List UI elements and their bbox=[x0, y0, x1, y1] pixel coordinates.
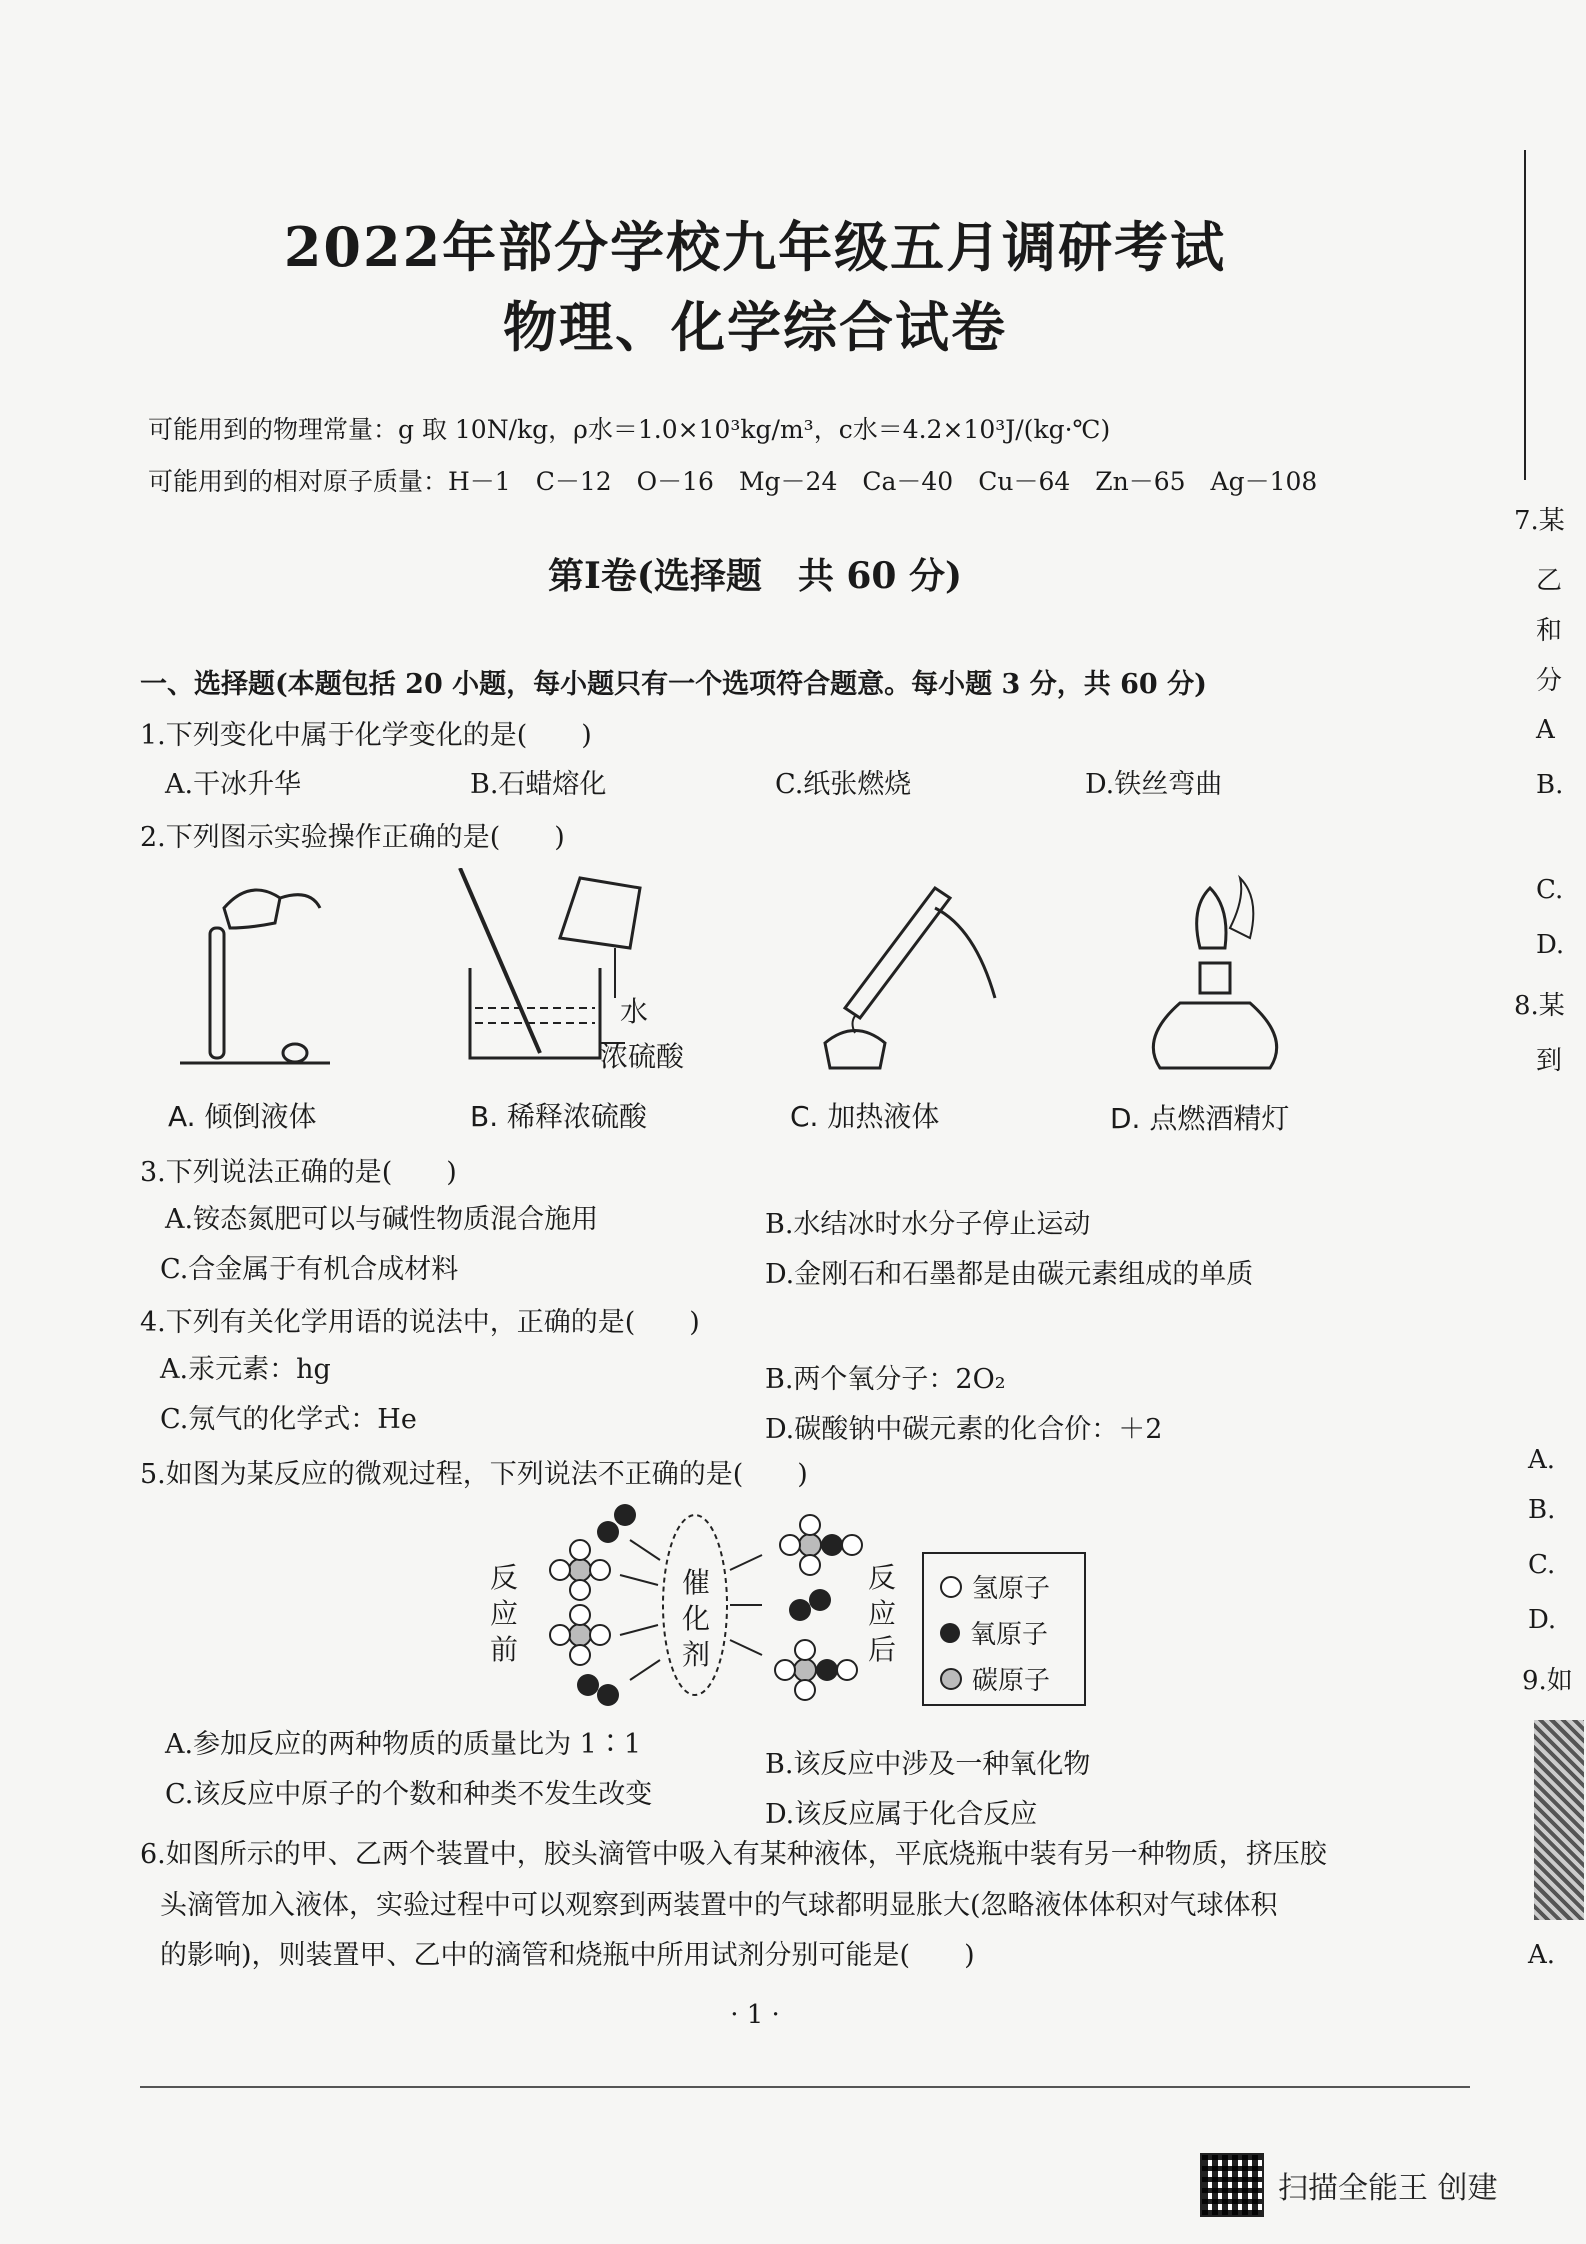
fragment: B. bbox=[1536, 770, 1564, 800]
q5-option-b: B.该反应中涉及一种氧化物 bbox=[765, 1749, 1091, 1780]
q3-stem: 3.下列说法正确的是( ) bbox=[140, 1157, 457, 1188]
fragment: D. bbox=[1528, 1605, 1557, 1635]
fragment: 和 bbox=[1536, 616, 1563, 646]
reaction-before-label: 反应前 bbox=[490, 1561, 519, 1666]
q2-option-b: B. 稀释浓硫酸 bbox=[470, 1100, 648, 1133]
catalyst-label: 催化剂 bbox=[682, 1566, 711, 1671]
q1-option-b: B.石蜡熔化 bbox=[470, 769, 607, 800]
q2-option-c: C. 加热液体 bbox=[790, 1100, 940, 1133]
exam-title: 2022年部分学校九年级五月调研考试 bbox=[283, 215, 1227, 279]
fragment: 分 bbox=[1536, 666, 1563, 696]
q1-option-a: A.干冰升华 bbox=[165, 769, 302, 800]
fragment-8: 8.某 bbox=[1514, 991, 1565, 1021]
bottom-rule bbox=[140, 2086, 1470, 2088]
fragment: A. bbox=[1528, 1940, 1556, 1970]
part-heading: 一、选择题(本题包括 20 小题，每小题只有一个选项符合题意。每小题 3 分，共 60 分) bbox=[140, 669, 1207, 700]
q4-option-a: A.汞元素：hg bbox=[160, 1354, 331, 1385]
label-water: 水 bbox=[620, 995, 649, 1028]
q5-stem: 5.如图为某反应的微观过程，下列说法不正确的是( ) bbox=[140, 1459, 808, 1490]
q1-option-d: D.铁丝弯曲 bbox=[1085, 769, 1223, 800]
q2-option-d: D. 点燃酒精灯 bbox=[1110, 1102, 1290, 1135]
fragment: B. bbox=[1528, 1495, 1556, 1525]
qr-code-icon bbox=[1200, 2153, 1264, 2217]
atomic-masses: 可能用到的相对原子质量：H－1 C－12 O－16 Mg－24 Ca－40 Cu－64 Zn－65 Ag－108 bbox=[148, 467, 1318, 496]
q4-option-d: D.碳酸钠中碳元素的化合价：＋2 bbox=[765, 1414, 1163, 1445]
page-number: · 1 · bbox=[730, 2000, 780, 2030]
watermark-text: 扫描全能王 创建 bbox=[1278, 2171, 1498, 2206]
q4-stem: 4.下列有关化学用语的说法中，正确的是( ) bbox=[140, 1307, 700, 1338]
fragment-9: 9.如 bbox=[1522, 1666, 1573, 1696]
section-title: 第Ⅰ卷(选择题 共 60 分) bbox=[547, 555, 963, 597]
q6-line1: 6.如图所示的甲、乙两个装置中，胶头滴管中吸入有某种液体，平底烧瓶中装有另一种物质，挤压胶 bbox=[140, 1839, 1327, 1870]
q5-option-d: D.该反应属于化合反应 bbox=[765, 1799, 1038, 1830]
fragment: C. bbox=[1528, 1550, 1556, 1580]
q3-option-b: B.水结冰时水分子停止运动 bbox=[765, 1209, 1091, 1240]
q6-line2: 头滴管加入液体，实验过程中可以观察到两装置中的气球都明显胀大(忽略液体体积对气球体积 bbox=[160, 1890, 1278, 1921]
adjacent-page-strip bbox=[1514, 0, 1586, 2244]
q2-option-a: A. 倾倒液体 bbox=[168, 1100, 317, 1133]
q1-stem: 1.下列变化中属于化学变化的是( ) bbox=[140, 720, 592, 751]
reaction-molecule-diagram bbox=[540, 1500, 920, 1710]
carbon-atom-icon bbox=[940, 1668, 962, 1690]
atom-legend bbox=[922, 1552, 1086, 1706]
oxygen-atom-icon bbox=[940, 1623, 960, 1643]
legend-hydrogen: 氢原子 bbox=[972, 1574, 1051, 1604]
fragment: 到 bbox=[1536, 1046, 1563, 1076]
q3-option-d: D.金刚石和石墨都是由碳元素组成的单质 bbox=[765, 1259, 1254, 1290]
q6-line3: 的影响)，则装置甲、乙中的滴管和烧瓶中所用试剂分别可能是( ) bbox=[160, 1940, 975, 1971]
fragment: A bbox=[1536, 715, 1555, 745]
adjacent-page-border bbox=[1524, 150, 1526, 480]
exam-subtitle: 物理、化学综合试卷 bbox=[503, 295, 1007, 359]
hydrogen-atom-icon bbox=[940, 1576, 962, 1598]
alcohol-lamp-figure bbox=[1140, 868, 1290, 1088]
physics-constants: 可能用到的物理常量：g 取 10N/kg，ρ水＝1.0×10³kg/m³，c水＝4.2×10³J/(kg·℃) bbox=[148, 415, 1111, 444]
q2-stem: 2.下列图示实验操作正确的是( ) bbox=[140, 822, 565, 853]
q5-option-c: C.该反应中原子的个数和种类不发生改变 bbox=[165, 1779, 653, 1810]
q1-option-c: C.纸张燃烧 bbox=[775, 769, 912, 800]
legend-oxygen: 氧原子 bbox=[970, 1620, 1049, 1650]
legend-carbon: 碳原子 bbox=[972, 1666, 1051, 1696]
fragment-7: 7.某 bbox=[1514, 506, 1565, 536]
q3-option-a: A.铵态氮肥可以与碱性物质混合施用 bbox=[165, 1204, 599, 1235]
label-acid: 浓硫酸 bbox=[600, 1040, 685, 1073]
fragment: D. bbox=[1536, 930, 1565, 960]
fragment: 乙 bbox=[1536, 566, 1563, 596]
q4-option-b: B.两个氧分子：2O₂ bbox=[765, 1364, 1006, 1395]
adjacent-photo bbox=[1534, 1720, 1584, 1920]
scanner-watermark bbox=[1200, 2155, 1498, 2215]
q4-option-c: C.氖气的化学式：He bbox=[160, 1404, 417, 1435]
reaction-after-label: 反应后 bbox=[868, 1561, 897, 1666]
fragment: A. bbox=[1528, 1445, 1556, 1475]
heating-liquid-figure bbox=[805, 868, 1005, 1083]
pouring-liquid-figure bbox=[180, 868, 350, 1088]
q5-option-a: A.参加反应的两种物质的质量比为 1∶1 bbox=[165, 1729, 642, 1760]
q3-option-c: C.合金属于有机合成材料 bbox=[160, 1254, 459, 1285]
fragment: C. bbox=[1536, 875, 1564, 905]
